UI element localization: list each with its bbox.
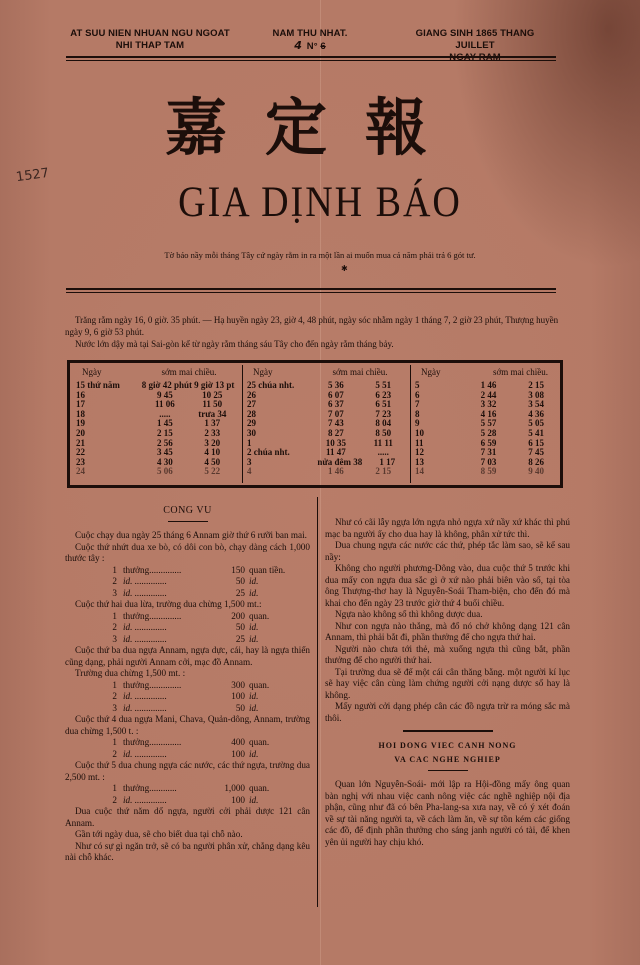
cell-value: 3 <box>112 702 117 713</box>
cell-value: 28 <box>247 408 256 419</box>
cell-value: 1 17 <box>379 456 396 467</box>
cell-value: quan tiền. <box>249 564 286 575</box>
cell-value: id. .............. <box>123 633 167 644</box>
masthead-issue-number: NAM THU NHAT. 4 N° 6 <box>272 28 348 52</box>
cell-value: 8 04 <box>375 418 392 429</box>
cell-value: id. .............. <box>123 748 167 759</box>
cell-value: quan. <box>249 783 270 793</box>
cell-value: 2 15 <box>375 466 392 477</box>
ornament-rule <box>168 521 208 523</box>
cell-value: 7 45 <box>528 447 545 458</box>
cell-value: 3 08 <box>528 389 545 400</box>
cell-value: 1 <box>112 783 117 793</box>
cell-value: ..... <box>159 408 171 419</box>
cell-value: 6 <box>415 389 420 400</box>
cell-value: 6 51 <box>375 399 392 410</box>
moon-phase-almanac: Trăng rằm ngày 16, 0 giờ. 35 phút. — Hạ huyền ngày 23, giờ 4, 48 phút, ngày sóc nhằm ngày 1 tháng 7, 2 giờ 23 phút, Thượng huyền ngày 9, 6 giờ 53 phút. Nước lớn dậy mà tại Sai-gòn kể từ ngày rằm tháng sáu Tây cho đến ngày rằm tháng bảy. <box>65 315 559 349</box>
cell-value: id. .............. <box>123 622 167 632</box>
prize-row <box>65 783 310 795</box>
cell-value: 4 16 <box>480 408 497 419</box>
cell-value: id. .............. <box>123 576 167 586</box>
cell-value: 3 <box>112 587 117 598</box>
tide-table <box>67 360 563 488</box>
tide-row <box>76 467 236 477</box>
prize-row <box>65 703 310 715</box>
cell-value: 27 <box>247 399 256 410</box>
cell-value: 9 45 <box>157 389 173 400</box>
section-rule <box>66 288 556 293</box>
cell-value: 20 <box>76 427 85 438</box>
cell-value: 2 <box>112 576 117 586</box>
cell-value: 200 <box>231 610 245 621</box>
article-race-rules: Như có cãi lẫy ngựa lớn ngựa nhỏ ngựa xứ nầy xứ khác thì phú mạc ba người ấy cho dua hay là không, phân xử tức thì. Dua chung ngựa các nước các thứ, phép tắc làm sao, sẽ kể sau nầy: Không cho người phương-Dông vào, dua cuộc thứ 5 trước khi dua mấy con ngựa dua sắc gì ở xứ nào phải biên vào sổ, tại tòa ông Thượng-thơ hay là Nguyễn-Soái Tham-biện, cho đến đó mà khai cho đến ngày 23 trước giờ thứ 4 buổi chiều. Ngựa nào không sổ thì không dược dua. Như con ngựa nào thắng, mà đổ nó chở không dạng 121 cân Annam, thì phải bắt đi, phần thưởng để cho ngựa thứ hai. Người nào chưa tới thẻ, mà xuống ngựa thì cũng bắt, phần thưởng để cho người thứ hai. Tại trường dua sẽ để một cái cân thăng bằng. một người kí lục sẽ hay việc cân cùng làm chứng người cởi nạng dược sổ hay là không. Mấy người cởi dạng phép cân các đồ ngựa trừ ra móng sắc mà thôi. HOI DONG VIEC CANH NONG VA CAC NGHE NGHIEP Quan lớn Nguyễn-Soái- mới lập ra Hội-đồng mấy ông quan bàn nghị với nhau việc canh nông việc các nghề nghiệp nội địa phận, cũng như đã có bên Pha-lang-sa xưa nay, về có ý xét đoán về sự tài năng người ta, về cách làm ăn, về sự tồn kém các giống các đồ, để định phần thưởng cho sáng janh người có tài, để khen yên ủi người hay chịu khó. <box>325 517 570 847</box>
cell-value: 7 03 <box>480 456 497 467</box>
cell-value: 6 07 <box>328 389 344 400</box>
cell-value: id. <box>249 702 259 713</box>
prize-row <box>65 680 310 692</box>
prize-row <box>65 622 310 634</box>
handwritten-issue-number: 4 <box>294 39 302 52</box>
cell-value: 11 <box>415 437 424 448</box>
cell-value: 4 <box>247 466 252 477</box>
cell-value: 400 <box>231 737 245 747</box>
tide-column-2: Ngày sớm mai chiều. 25 chúa nht. 5 36 5 51 26 6 07 6 23 27 6 37 6 51 28 7 07 7 23 29 7 43 8 04 30 8 27 8 50 1 10 35 11 11 2 chúa nht. 11 47 ..... 3 nửa đêm 38 1 17 4 1 46 2 15 <box>242 365 407 483</box>
prize-row <box>65 588 310 600</box>
cell-value: 11 06 <box>155 399 175 410</box>
prize-row <box>65 737 310 749</box>
cell-value: 11 50 <box>202 399 223 410</box>
prize-row <box>65 634 310 646</box>
cell-value: id. <box>249 633 259 644</box>
cell-value: 150 <box>231 564 245 575</box>
cell-value: 5 <box>415 380 420 390</box>
prize-row <box>65 565 310 577</box>
cell-value: thưởng.............. <box>123 564 182 575</box>
cell-value: 23 <box>76 456 85 467</box>
cell-value: 2 <box>112 622 117 632</box>
cell-value: 2 15 <box>528 380 545 390</box>
cell-value: 1 <box>247 437 252 448</box>
cell-value: 21 <box>76 437 85 448</box>
cell-value: 6 23 <box>375 389 392 400</box>
cell-value: 50 <box>235 622 245 632</box>
masthead-lunar-date: AT SUU NIEN NHUAN NGU NGOAT NHI THAP TAM <box>70 28 230 51</box>
masthead-western-date: GIANG SINH 1865 THANG JUILLET NGAY RAM <box>415 28 535 63</box>
cell-value: 7 <box>415 399 420 410</box>
cell-value: 1 46 <box>328 466 344 477</box>
masthead-rule <box>66 56 556 61</box>
cell-value: 6 59 <box>480 437 497 448</box>
cell-value: 5 22 <box>204 466 221 477</box>
cell-value: id. .............. <box>123 587 167 598</box>
cell-value: 100 <box>231 748 245 759</box>
title-chinese: 嘉定報 <box>164 91 465 164</box>
cell-value: 4 30 <box>157 456 173 467</box>
prize-row <box>65 611 310 623</box>
cell-value: id. .............. <box>123 702 167 713</box>
cell-value: 10 <box>415 427 424 438</box>
cell-value: 5 41 <box>528 427 545 438</box>
cell-value: 8 59 <box>480 466 497 477</box>
cell-value: 9 40 <box>528 466 545 477</box>
article-cong-vu: CONG VU Cuộc chạy dua ngày 25 tháng 6 Annam giờ thứ 6 rưỡi ban mai. Cuộc thứ nhứt dua xe bò, có dôi con bò, chạy dàng cách 1,000 thước tây : 1 thưởng.............. 150 quan tiền. 2 id. .............. 50 id. 3 id. .............. 25 id. Cuộc thứ hai dua lừa, trường dua chừng 1,500 mt.: 1 thưởng.............. 200 quan. 2 id. .............. 50 id. 3 id. .............. 25 id. Cuộc thứ ba dua ngựa Annam, ngựa dực, cái, hay là ngựa thiến cũng dạng, phải người Annam cởi, mạc đồ Annam. Trường dua chừng 1,500 mt. : 1 thưởng.............. 300 quan. 2 id. .............. 100 id. 3 id. .............. 50 id. Cuộc thứ 4 dua ngựa Mani, Chava, Quản-dông, Annam, trường dua chừng 1,500 t. : 1 thưởng.............. 400 quan. 2 id. .............. 100 id. Cuộc thứ 5 dua chung ngựa các nước, các thứ ngựa, trường dua 2,500 mt. : 1 thưởng............ 1,000 quan. 2 id. .............. 100 id. Dua cuộc thứ năm dổ ngựa, người cởi phải dược 121 cân Annam. Gần tới ngày dua, sẽ cho biết dua tại chỗ nào. Như có sự gì ngăn trở, sẽ có ba người phân xử, chẳng dạng kêu nài chỗ khác. <box>65 505 310 862</box>
cell-value: 2 33 <box>204 427 221 438</box>
cell-value: 3 <box>112 633 117 644</box>
prize-row <box>65 749 310 761</box>
cell-value: id. .............. <box>123 691 167 701</box>
cell-value: 2 <box>112 691 117 701</box>
cell-value: 8 giờ 42 phút <box>141 380 192 390</box>
cell-value: 1 37 <box>204 418 221 429</box>
cell-value: 25 <box>235 633 245 644</box>
cell-value: 2 15 <box>157 427 173 438</box>
prize-row <box>65 795 310 807</box>
cell-value: ..... <box>377 447 389 458</box>
cell-value: id. <box>249 576 259 586</box>
cell-value: trưa 34 <box>198 408 227 419</box>
cell-value: 5 51 <box>375 380 392 390</box>
cell-value: 7 31 <box>480 447 497 458</box>
cell-value: 6 15 <box>528 437 545 448</box>
cell-value: 4 36 <box>528 408 545 419</box>
cell-value: thưởng.............. <box>123 679 182 690</box>
cell-value: 15 thứ năm <box>76 380 120 390</box>
cell-value: 3 <box>247 456 252 467</box>
cell-value: 29 <box>247 418 256 429</box>
tide-row <box>247 467 407 477</box>
cell-value: id. <box>249 622 259 632</box>
cell-value: 4 50 <box>204 456 221 467</box>
prize-row <box>65 576 310 588</box>
cell-value: 8 50 <box>375 427 392 438</box>
cell-value: 5 05 <box>528 418 545 429</box>
cell-value: 1 <box>112 737 117 747</box>
cell-value: 1 <box>112 679 117 690</box>
cell-value: 16 <box>76 389 85 400</box>
cell-value: 1,000 <box>224 783 245 793</box>
cell-value: 17 <box>76 399 85 410</box>
cell-value: 3 54 <box>528 399 545 410</box>
cell-value: 18 <box>76 408 85 419</box>
cell-value: 4 10 <box>204 447 221 458</box>
cell-value: id. .............. <box>123 794 167 805</box>
cell-value: 22 <box>76 447 85 458</box>
tide-column-1: Ngày sớm mai chiều. 15 thứ năm 8 giờ 42 phút 9 giờ 13 pt 16 9 45 10 25 17 11 06 11 50 18 ..... trưa 34 19 1 45 1 37 20 2 15 2 33 21 2 56 3 20 22 3 45 4 10 23 4 30 4 50 24 5 06 5 22 <box>76 367 235 477</box>
cell-value: 7 07 <box>328 408 344 419</box>
cell-value: thưởng.............. <box>123 610 182 621</box>
column-divider <box>317 497 318 907</box>
cell-value: nửa đêm 38 <box>317 456 363 467</box>
cell-value: 11 11 <box>373 437 393 448</box>
prize-row <box>65 691 310 703</box>
cell-value: 9 giờ 13 pt <box>194 380 235 390</box>
cell-value: 2 56 <box>157 437 173 448</box>
subscription-notice: Tờ báo nầy mỗi tháng Tây cứ ngày rằm in ra một lần ai muốn mua cả năm phải trả 6 gót tư. <box>164 250 476 260</box>
tide-row <box>415 467 560 477</box>
cell-value: 12 <box>415 447 424 458</box>
cell-value: 13 <box>415 456 424 467</box>
cell-value: 2 44 <box>480 389 497 400</box>
cell-value: 25 <box>235 587 245 598</box>
cell-value: quan. <box>249 737 270 747</box>
cell-value: 5 06 <box>157 466 173 477</box>
cell-value: 7 23 <box>375 408 392 419</box>
cell-value: 10 35 <box>325 437 347 448</box>
cell-value: 25 chúa nht. <box>247 380 295 390</box>
tide-column-3: Ngày sớm mai chiều. 5 1 46 2 15 6 2 44 3 08 7 3 32 3 54 8 4 16 4 36 9 5 57 5 05 10 5 28 5 41 11 6 59 6 15 12 7 31 7 45 13 7 03 8 26 14 8 59 9 40 <box>410 365 560 483</box>
cell-value: 8 26 <box>528 456 545 467</box>
cell-value: 9 <box>415 418 420 429</box>
cell-value: 100 <box>231 794 245 805</box>
cell-value: 5 57 <box>480 418 497 429</box>
cell-value: 3 20 <box>204 437 221 448</box>
ornament-star-icon: ✱ <box>341 264 348 273</box>
cell-value: 11 47 <box>326 447 346 458</box>
cell-value: 3 45 <box>157 447 173 458</box>
cell-value: id. <box>249 691 259 701</box>
section-title-cong-vu: CONG VU <box>163 505 212 516</box>
ornament-rule <box>428 770 468 772</box>
cell-value: 1 <box>112 564 117 575</box>
cell-value: id. <box>249 748 259 759</box>
cell-value: 30 <box>247 427 256 438</box>
cell-value: 6 37 <box>328 399 344 410</box>
cell-value: 50 <box>235 576 245 586</box>
cell-value: 5 28 <box>480 427 497 438</box>
cell-value: 7 43 <box>328 418 344 429</box>
section-subtitle-trades: VA CAC NGHE NGHIEP <box>394 755 501 764</box>
cell-value: 1 <box>112 610 117 621</box>
cell-value: 10 25 <box>202 389 223 400</box>
cell-value: 2 <box>112 748 117 759</box>
cell-value: 14 <box>415 466 424 477</box>
cell-value: thưởng.............. <box>123 737 182 747</box>
cell-value: quan. <box>249 610 270 621</box>
cell-value: 50 <box>235 702 245 713</box>
cell-value: 5 36 <box>328 380 344 390</box>
section-divider <box>403 730 493 732</box>
cell-value: 100 <box>231 691 245 701</box>
cell-value: 8 <box>415 408 420 419</box>
cell-value: quan. <box>249 679 270 690</box>
cell-value: thưởng............ <box>123 783 177 793</box>
cell-value: id. <box>249 587 259 598</box>
cell-value: 1 45 <box>157 418 173 429</box>
cell-value: 3 32 <box>480 399 497 410</box>
title-latin: GIA DỊNH BÁO <box>178 177 462 227</box>
struck-issue-number: 6 <box>320 41 326 52</box>
cell-value: 8 27 <box>328 427 344 438</box>
section-title-agriculture: HOI DONG VIEC CANH NONG <box>378 740 517 750</box>
cell-value: 300 <box>231 679 245 690</box>
cell-value: id. <box>249 794 259 805</box>
cell-value: 1 46 <box>480 380 497 390</box>
cell-value: 2 <box>112 794 117 805</box>
cell-value: 2 chúa nht. <box>247 447 290 458</box>
cell-value: 26 <box>247 389 256 400</box>
cell-value: 19 <box>76 418 85 429</box>
cell-value: 24 <box>76 466 85 477</box>
handwritten-margin-note: 1527 <box>15 165 50 186</box>
